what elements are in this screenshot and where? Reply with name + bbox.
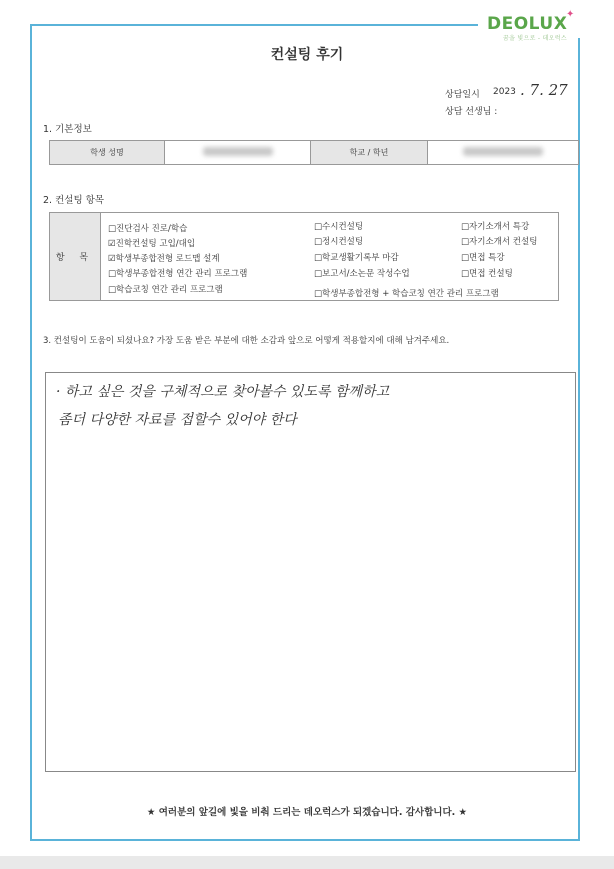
feedback-question: 3. 컨설팅이 도움이 되셨나요? 가장 도움 받은 부분에 대한 소감과 앞으로 어떻게 적용할지에 대해 남겨주세요. [43,336,450,346]
answer-line-1: · 하고 싶은 것을 구체적으로 찾아볼수 있도록 함께하고 [56,384,390,400]
teacher-label: 상담 선생님 : [445,107,498,117]
bottom-strip [0,856,614,869]
page-title: 컨설팅 후기 [270,47,344,63]
option-diagnostic-test: □진단검사 진로/학습 [108,224,188,234]
footer-message: ★ 여러분의 앞길에 빛을 비춰 드리는 데오럭스가 되겠습니다. 감사합니다. ★ [146,807,468,818]
option-study-coaching: □학습코칭 연간 관리 프로그램 [108,285,223,295]
school-grade-label: 학교 / 학년 [311,141,428,165]
feedback-answer-box [45,372,576,772]
date-handwritten: . 7. 27 [520,81,568,99]
redacted-name [203,147,273,156]
option-roadmap-design: ☑학생부종합전형 로드맵 설계 [108,254,220,264]
school-grade-value [428,141,579,165]
items-label: 항 목 [50,213,101,300]
option-annual-program: □학생부종합전형 연간 관리 프로그램 [108,269,248,279]
option-essay-lecture: □자기소개서 특강 [461,222,530,232]
consulting-items-box [49,212,559,301]
sparkle-icon: ✦ [566,9,575,20]
option-essay-consulting: □자기소개서 컨설팅 [461,237,538,247]
answer-line-2: 좀더 다양한 자료를 접할수 있어야 한다 [58,412,297,428]
option-report-writing: □보고서/소논문 작성수업 [314,269,410,279]
date-label: 상담일시 [445,90,480,100]
student-name-value [165,141,311,165]
student-name-label: 학생 성명 [50,141,165,165]
basic-info-table [49,140,579,165]
brand-tagline: 꿈을 빛으로 - 데오럭스 [503,35,567,42]
option-interview-lecture: □면접 특강 [461,253,505,263]
option-regular-admission: □정시컨설팅 [314,237,364,247]
brand-logo: DEOLUX [487,14,568,34]
option-combined-program: □학생부종합전형 + 학습코칭 연간 관리 프로그램 [314,289,499,299]
section-basic-info-heading: 1. 기본정보 [43,124,92,135]
section-items-heading: 2. 컨설팅 항목 [43,195,104,206]
date-year: 2023 [493,87,516,97]
option-interview-consulting: □면접 컨설팅 [461,269,513,279]
option-admission-consulting: ☑진학컨설팅 고입/대입 [108,239,196,249]
option-school-record: □학교생활기록부 마감 [314,253,399,263]
redacted-school [463,147,543,156]
option-early-admission: □수시컨설팅 [314,222,364,232]
